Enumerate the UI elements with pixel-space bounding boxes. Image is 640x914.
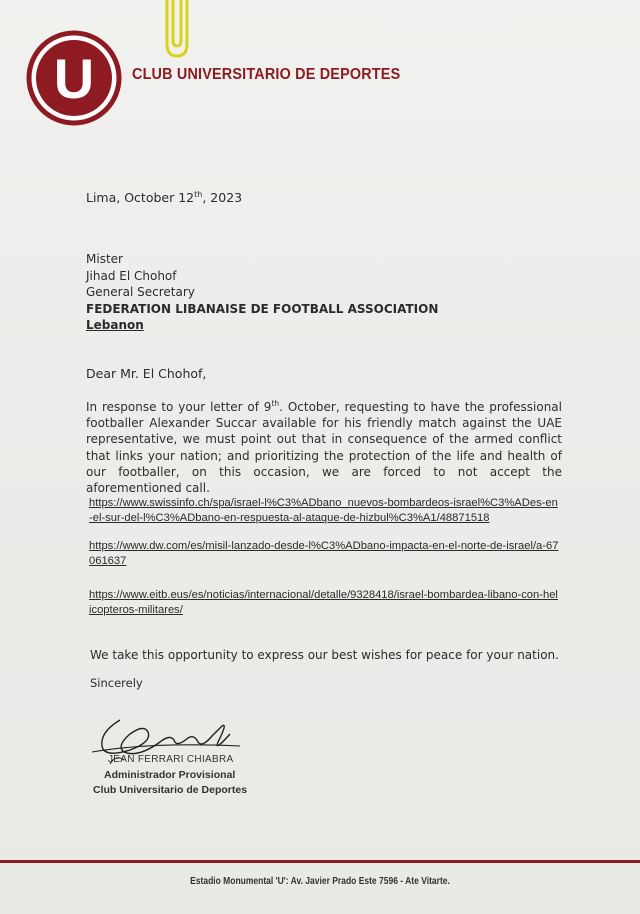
reference-link-1[interactable]: https://www.swissinfo.ch/spa/israel-l%C3%ADbano_nuevos-bombardeos-israel%C3%ADes-en-el-sur-del-l%C3%ADbano-en-respuesta-al-ataque-de-hizbul%C3%A1/48871518	[89, 497, 558, 524]
club-name: CLUB UNIVERSITARIO DE DEPORTES	[132, 66, 401, 83]
body-part1: In response to your letter of 9	[86, 400, 272, 414]
signatory-organization: Club Universitario de Deportes	[93, 784, 248, 796]
recipient-position: General Secretary	[86, 285, 195, 299]
reference-link-3[interactable]: https://www.eitb.eus/es/noticias/internacional/detalle/9328418/israel-bombardea-libano-con-helicopteros-militares/	[89, 589, 558, 616]
closing-wishes: We take this opportunity to express our best wishes for peace for your nation.	[90, 648, 559, 662]
recipient-title: Mister	[86, 252, 123, 266]
date-year: , 2023	[202, 190, 243, 206]
date-prefix: Lima, October 12	[86, 190, 195, 206]
recipient-name: Jihad El Chohof	[86, 268, 177, 283]
logo-letter: U	[53, 47, 95, 110]
footer-address: Estadio Monumental 'U': Av. Javier Prado Este 7596 - Ate Vitarte.	[190, 876, 450, 887]
letter-date	[86, 190, 242, 205]
recipient-organization: FEDERATION LIBANAISE DE FOOTBALL ASSOCIATION	[86, 301, 439, 316]
body-part2: . October, requesting to have the professional footballer Alexander Succar available for his friendly match against the UAE representative, we must point out that in consequence of the armed conflict that links your nation; and prioritizing the protection of the life and health of our footballer, on this occasion, we are forced to not accept the aforementioned call.	[86, 400, 562, 496]
date-suffix: th	[194, 190, 203, 199]
signatory-name: JEAN FERRARI CHIABRA	[108, 754, 234, 765]
club-logo	[26, 30, 122, 126]
paperclip-icon	[155, 0, 195, 60]
recipient-block	[86, 251, 438, 334]
recipient-country: Lebanon	[86, 318, 144, 332]
footer-divider	[0, 860, 640, 863]
closing-sincerely: Sincerely	[90, 676, 143, 690]
body-sup: th	[271, 399, 280, 408]
salutation: Dear Mr. El Chohof,	[86, 366, 207, 381]
signatory-role: Administrador Provisional	[104, 769, 236, 781]
body-paragraph	[86, 396, 562, 496]
reference-link-2[interactable]: https://www.dw.com/es/misil-lanzado-desde-l%C3%ADbano-impacta-en-el-norte-de-israel/a-67061637	[89, 540, 559, 567]
